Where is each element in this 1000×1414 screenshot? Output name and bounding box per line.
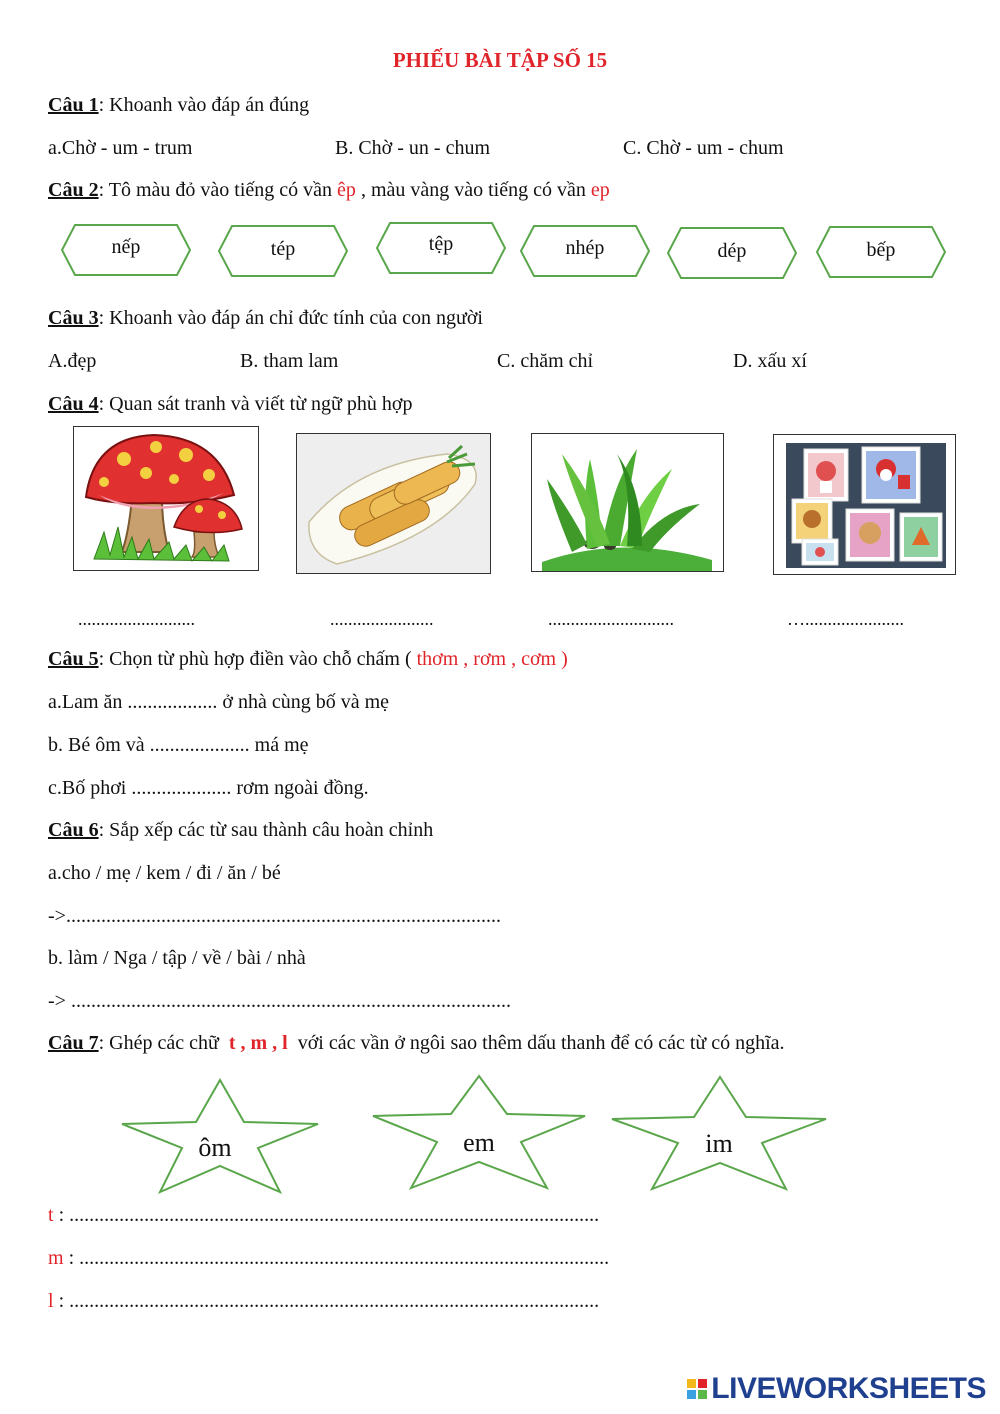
q5-sentence-b[interactable]: b. Bé ôm và .................... má mẹ xyxy=(48,734,309,756)
q3-label: Câu 3 xyxy=(48,307,99,329)
grass-picture xyxy=(531,433,724,572)
q4-blank-1[interactable]: .......................... xyxy=(78,609,195,629)
q7-label: Câu 7 xyxy=(48,1032,99,1054)
q4-label: Câu 4 xyxy=(48,393,99,415)
q1-prompt xyxy=(48,92,309,118)
answer-dots: : .......................................................................................................... xyxy=(53,1204,600,1226)
q3-option-b[interactable]: B. tham lam xyxy=(240,350,339,372)
answer-dots: : .......................................................................................................... xyxy=(63,1247,610,1269)
spring-rolls-icon xyxy=(297,434,490,573)
q3-option-d[interactable]: D. xấu xí xyxy=(733,350,807,372)
answer-letter: l xyxy=(48,1290,54,1312)
q4-text: : Quan sát tranh và viết từ ngữ phù hợp xyxy=(98,393,413,415)
logo-text: LIVEWORKSHEETS xyxy=(711,1372,986,1405)
q5-text: : Chọn từ phù hợp điền vào chỗ chấm ( xyxy=(98,648,417,670)
star-im[interactable] xyxy=(610,1075,828,1191)
answer-letter: m xyxy=(48,1247,64,1269)
q6-answer-b[interactable]: -> ........................................................................................ xyxy=(48,990,511,1012)
q7-answer-t[interactable] xyxy=(48,1202,599,1228)
word-box-tep[interactable] xyxy=(218,225,348,277)
q7-answer-m[interactable] xyxy=(48,1245,609,1271)
q4-blank-2[interactable]: ....................... xyxy=(330,609,434,629)
q6-text: : Sắp xếp các từ sau thành câu hoàn chỉnh xyxy=(98,819,434,841)
q1-label: Câu 1 xyxy=(48,94,99,116)
q2-prompt xyxy=(48,177,610,203)
q1-text: : Khoanh vào đáp án đúng xyxy=(98,94,310,116)
q5-label: Câu 5 xyxy=(48,648,99,670)
word-box-dep[interactable] xyxy=(667,227,797,279)
q6-words-a: a.cho / mẹ / kem / đi / ăn / bé xyxy=(48,862,281,884)
word-box-tep-dot[interactable] xyxy=(376,222,506,274)
q5-sentence-a[interactable]: a.Lam ăn .................. ở nhà cùng bố và mẹ xyxy=(48,691,390,713)
star-rhyme-label: im xyxy=(705,1129,733,1158)
liveworksheets-logo[interactable] xyxy=(687,1372,986,1406)
q2-rhyme-ep-hat: êp xyxy=(337,179,356,201)
q3-prompt xyxy=(48,305,483,331)
q6-prompt xyxy=(48,817,433,843)
q6-answer-a[interactable]: ->....................................................................................... xyxy=(48,905,501,927)
stamps-icon xyxy=(774,435,955,574)
word-box-nhep[interactable] xyxy=(520,225,650,277)
q5-prompt xyxy=(48,646,568,672)
q3-text: : Khoanh vào đáp án chỉ đức tính của con người xyxy=(98,307,483,329)
spring-rolls-picture xyxy=(296,433,491,574)
q1-option-b[interactable]: B. Chờ - un - chum xyxy=(335,137,491,159)
q2-text-b: , màu vàng vào tiếng có vần xyxy=(355,179,591,201)
star-om[interactable] xyxy=(120,1078,320,1194)
q3-option-a[interactable]: A.đẹp xyxy=(48,350,97,372)
q2-label: Câu 2 xyxy=(48,179,99,201)
q2-rhyme-ep: ep xyxy=(590,179,610,201)
word-box-nep[interactable] xyxy=(61,224,191,276)
answer-letter: t xyxy=(48,1204,54,1226)
word-label: bếp xyxy=(866,239,896,261)
mushroom-picture xyxy=(73,426,259,571)
q4-prompt xyxy=(48,391,412,417)
q4-blank-3[interactable]: ............................ xyxy=(548,609,674,629)
q6-label: Câu 6 xyxy=(48,819,99,841)
word-label: tép xyxy=(270,238,296,260)
grass-icon xyxy=(532,434,723,571)
q5-word-choices: thơm , rơm , cơm ) xyxy=(416,648,568,670)
word-label: dép xyxy=(717,240,747,262)
q7-text-b: với các vần ở ngôi sao thêm dấu thanh để có các từ có nghĩa. xyxy=(287,1032,785,1054)
q3-option-c[interactable]: C. chăm chỉ xyxy=(497,350,594,372)
word-box-bep[interactable] xyxy=(816,226,946,278)
q6-words-b: b. làm / Nga / tập / về / bài / nhà xyxy=(48,947,306,969)
word-label: nếp xyxy=(111,236,141,258)
answer-dots: : .......................................................................................................... xyxy=(53,1290,600,1312)
star-rhyme-label: ôm xyxy=(198,1133,232,1162)
q2-text-a: : Tô màu đỏ vào tiếng có vần xyxy=(98,179,338,201)
q7-prompt xyxy=(48,1030,785,1056)
q1-option-c[interactable]: C. Chờ - um - chum xyxy=(623,137,784,159)
star-em[interactable] xyxy=(371,1074,587,1190)
q7-text-a: : Ghép các chữ xyxy=(98,1032,229,1054)
q1-option-a[interactable]: a.Chờ - um - trum xyxy=(48,137,193,159)
star-rhyme-label: em xyxy=(463,1128,495,1157)
word-label: nhép xyxy=(565,237,605,259)
q5-sentence-c[interactable]: c.Bố phơi .................... rơm ngoài đồng. xyxy=(48,777,369,799)
q7-letters: t , m , l xyxy=(228,1032,288,1054)
worksheet-title: PHIẾU BÀI TẬP SỐ 15 xyxy=(392,48,608,72)
q7-answer-l[interactable] xyxy=(48,1288,599,1314)
logo-mark-icon xyxy=(687,1379,707,1399)
q4-blank-4[interactable]: …...................... xyxy=(787,609,904,629)
word-label: tệp xyxy=(428,233,454,255)
mushroom-icon xyxy=(74,427,258,570)
stamps-picture xyxy=(773,434,956,575)
